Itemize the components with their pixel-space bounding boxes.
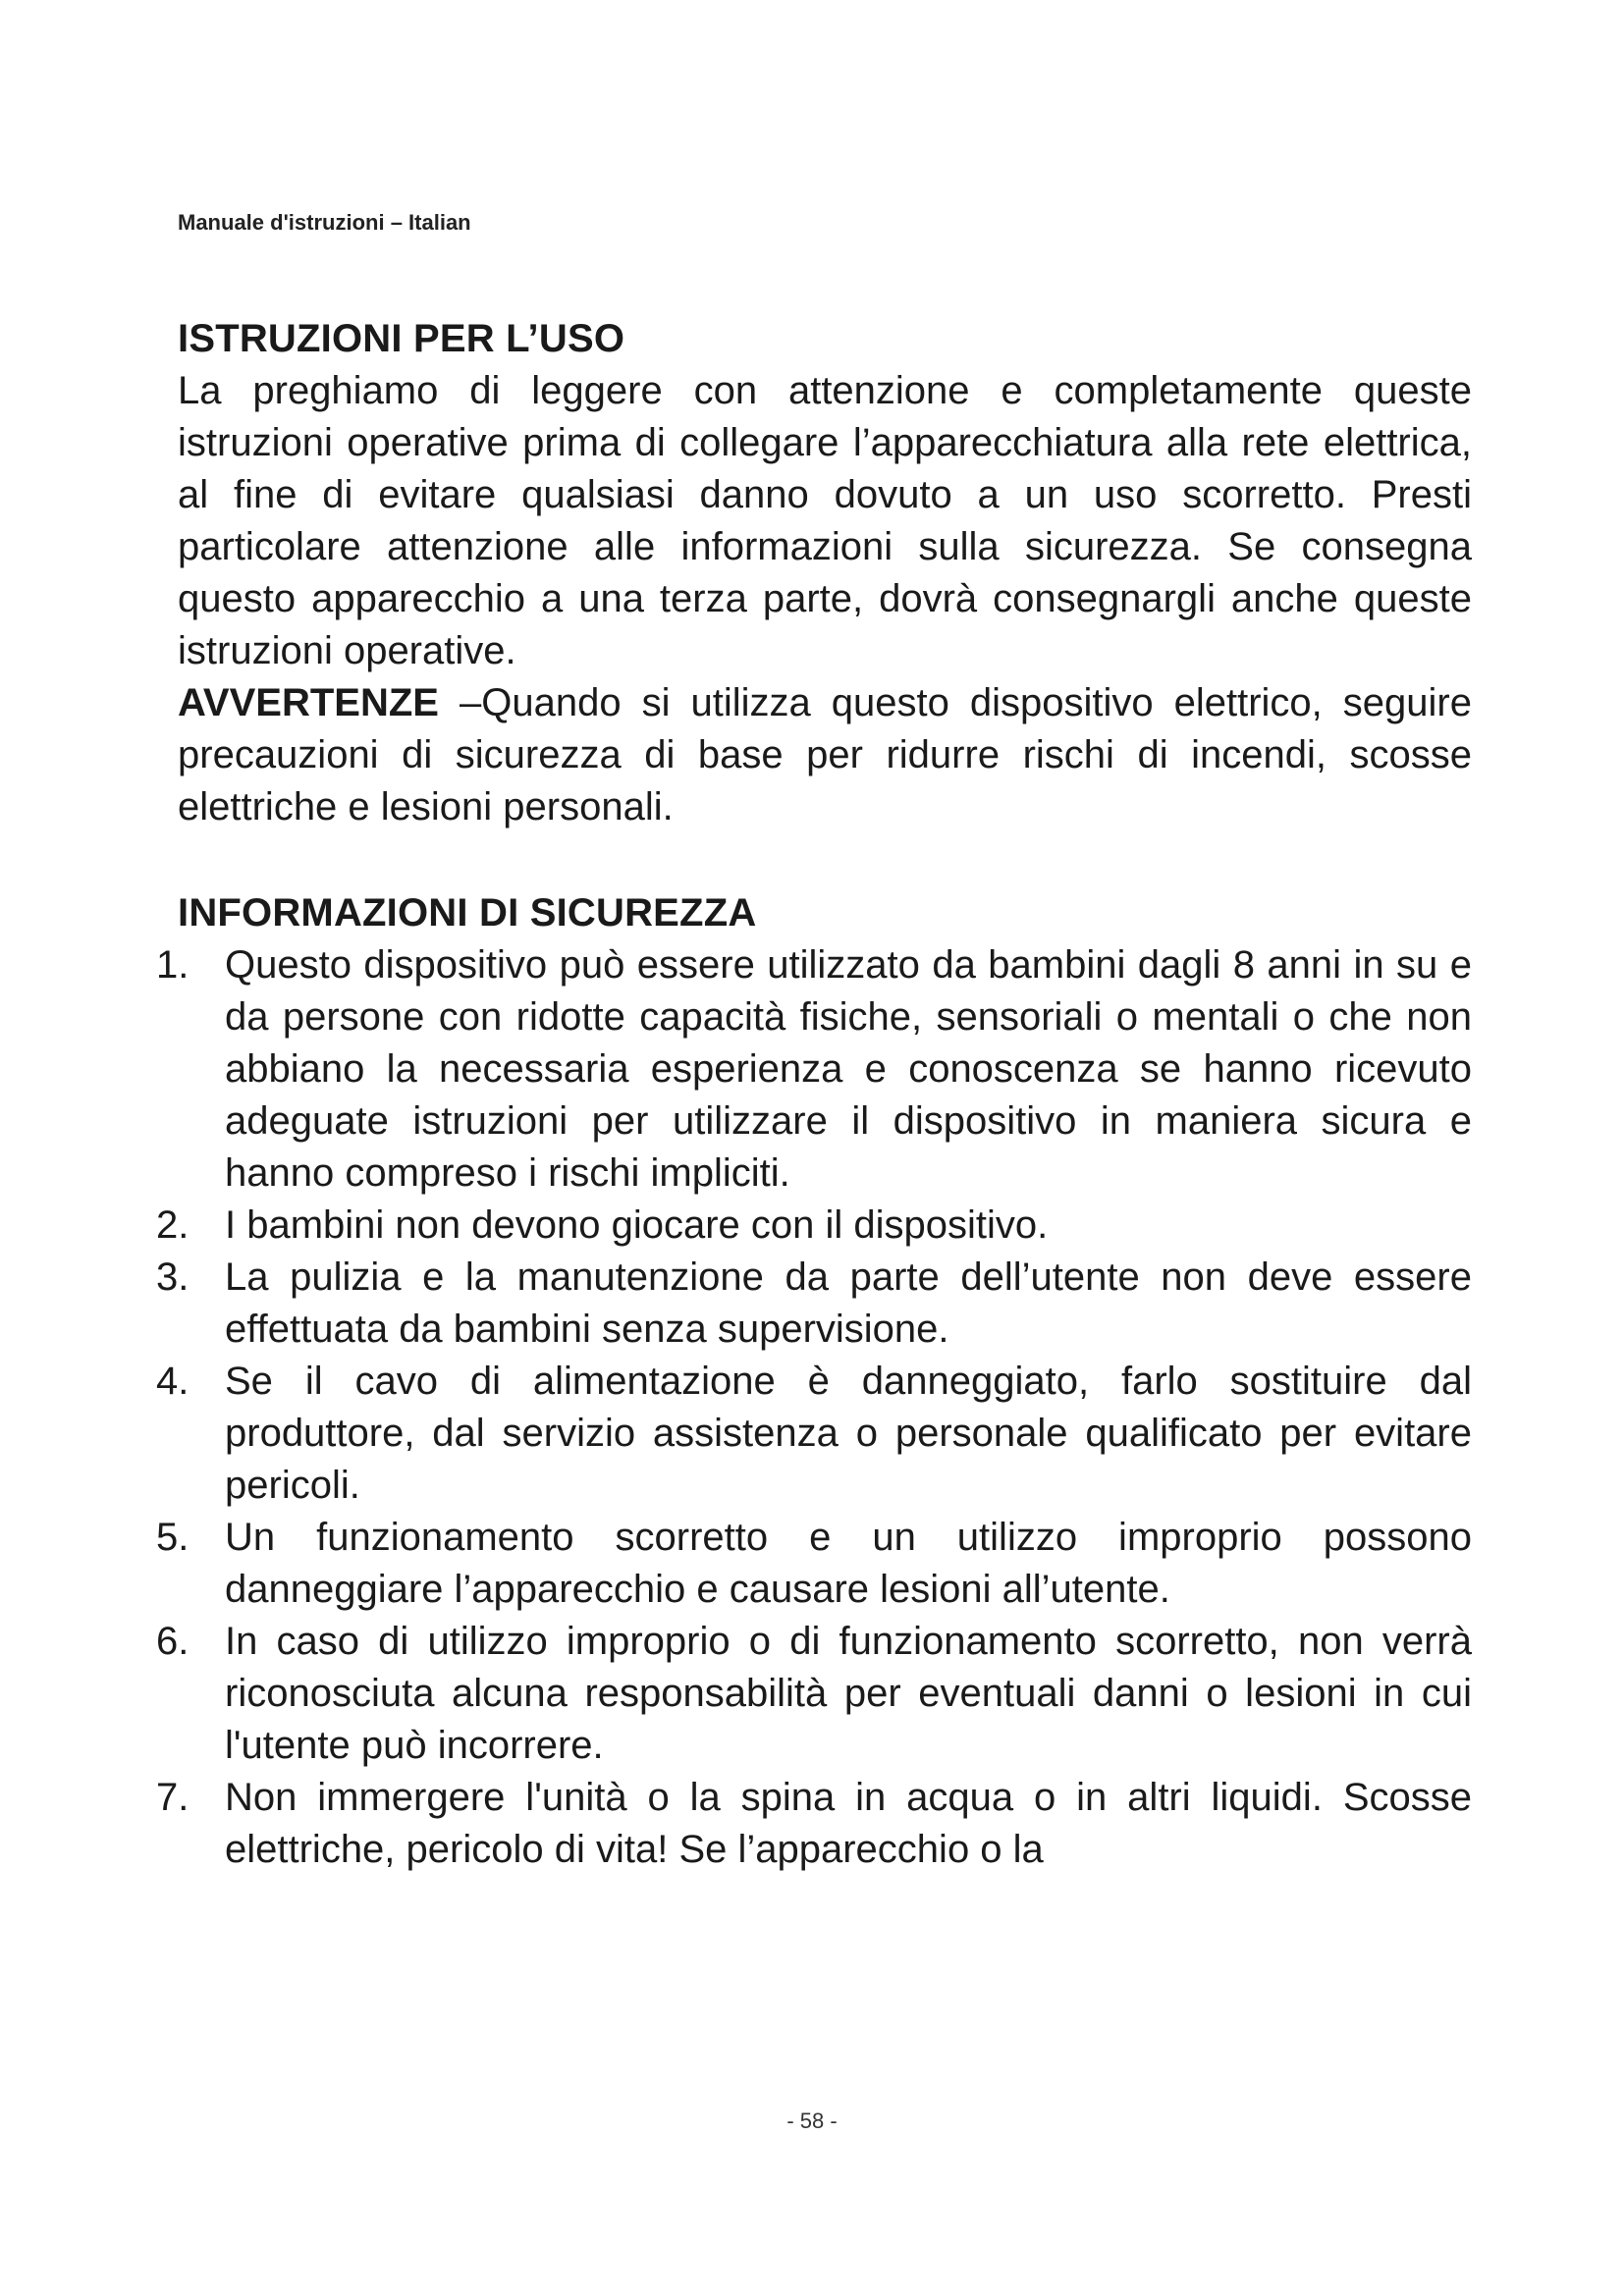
list-item-text: In caso di utilizzo improprio o di funzionamento scorretto, non verrà riconosciuta alcuna responsabilità per eventuali danni o lesioni in cui l'utente può incorrere.: [225, 1620, 1472, 1767]
list-item-number: 6.: [156, 1620, 189, 1663]
page-content: [156, 312, 1472, 1876]
list-item: [156, 1252, 1472, 1356]
safety-section-title: INFORMAZIONI DI SICUREZZA: [178, 891, 757, 934]
list-item-number: 3.: [156, 1255, 189, 1299]
list-item-text: Questo dispositivo può essere utilizzato da bambini dagli 8 anni in su e da persone con ridotte capacità fisiche, sensoriali o mentali o che non abbiano la necessaria esperienza e conoscenza se hanno ricevuto adeguate istruzioni per utilizzare il dispositivo in maniera sicura e hanno compreso i rischi impliciti.: [225, 943, 1472, 1195]
list-item-number: 1.: [156, 943, 189, 987]
list-item: [156, 1200, 1472, 1252]
document-header-label: Manuale d'istruzioni – Italian: [178, 210, 471, 235]
page-number: - 58 -: [786, 2109, 838, 2133]
warning-lead: AVVERTENZE: [178, 681, 439, 724]
usage-section-title: ISTRUZIONI PER L’USO: [178, 317, 625, 360]
list-item: [156, 1356, 1472, 1512]
list-item-number: 7.: [156, 1776, 189, 1819]
list-item: [156, 1772, 1472, 1876]
list-item: [156, 939, 1472, 1200]
list-item-number: 2.: [156, 1203, 189, 1247]
list-item-number: 4.: [156, 1360, 189, 1403]
list-item-text: La pulizia e la manutenzione da parte dell’utente non deve essere effettuata da bambini senza supervisione.: [225, 1255, 1472, 1351]
list-item-text: Un funzionamento scorretto e un utilizzo improprio possono danneggiare l’apparecchio e causare lesioni all’utente.: [225, 1516, 1472, 1611]
section-spacer: [178, 833, 1472, 886]
list-item-text: Se il cavo di alimentazione è danneggiato, farlo sostituire dal produttore, dal servizio assistenza o personale qualificato per evitare pericoli.: [225, 1360, 1472, 1507]
list-item-number: 5.: [156, 1516, 189, 1559]
list-item-text: I bambini non devono giocare con il dispositivo.: [225, 1203, 1049, 1247]
usage-paragraph: La preghiamo di leggere con attenzione e completamente queste istruzioni operative prima di collegare l’apparecchiatura alla rete elettrica, al fine di evitare qualsiasi danno dovuto a un uso scorretto. Presti particolare attenzione alle informazioni sulla sicurezza. Se consegna questo apparecchio a una terza parte, dovrà consegnargli anche queste istruzioni operative.: [178, 369, 1472, 672]
list-item-text: Non immergere l'unità o la spina in acqua o in altri liquidi. Scosse elettriche, pericolo di vita! Se l’apparecchio o la: [225, 1776, 1472, 1871]
list-item: [156, 1616, 1472, 1772]
warning-text: –Quando si utilizza questo dispositivo elettrico, seguire precauzioni di sicurezza di base per ridurre rischi di incendi, scosse elettriche e lesioni personali.: [178, 681, 1472, 828]
warning-paragraph: [178, 677, 1472, 833]
safety-list: [156, 939, 1472, 1876]
list-item: [156, 1512, 1472, 1616]
